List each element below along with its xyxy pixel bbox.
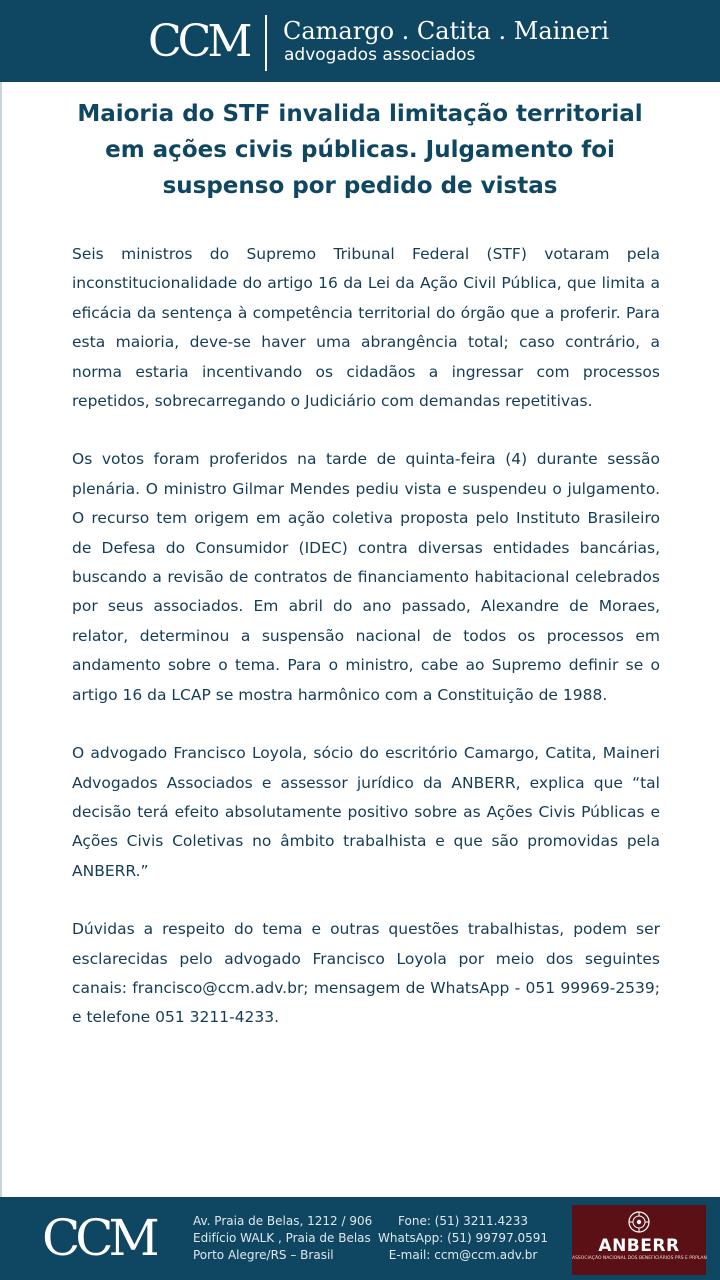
header-divider — [265, 15, 267, 71]
paragraph-1: Seis ministros do Supremo Tribunal Federal (STF) votaram pela inconstitucionalidade do artigo 16 da Lei da Ação Civil Pública, que limita a eficácia da sentença à competência territorial do órgão que a proferir. Para esta maioria, deve-se haver uma abrangência total; caso contrário, a norma estaria incentivando os cidadãos a ingressar com processos repetidos, sobrecarregando o Judiciário com demandas repetitivas. — [72, 245, 660, 411]
address-line: Porto Alegre/RS – Brasil — [193, 1248, 334, 1262]
anberr-name: ANBERR — [598, 1236, 680, 1256]
header-banner — [0, 0, 720, 82]
article-title: Maioria do STF invalida limitação territorial em ações civis públicas. Julgamento foi suspenso por pedido de vistas — [77, 101, 643, 199]
anberr-subtitle: ASSOCIAÇÃO NACIONAL DOS BENEFICIÁRIOS PRS E PRPLAN — [572, 1256, 707, 1261]
ccm-logo: CCM — [148, 16, 249, 67]
left-border — [0, 82, 2, 1197]
firm-name: Camargo . Catita . Maineri — [283, 17, 610, 45]
contact-email: E-mail: ccm@ccm.adv.br — [388, 1248, 538, 1262]
article-body — [72, 240, 660, 1062]
footer-banner — [0, 1197, 720, 1280]
paragraph-2: Os votos foram proferidos na tarde de quinta-feira (4) durante sessão plenária. O ministro Gilmar Mendes pediu vista e suspendeu o julgamento. O recurso tem origem em ação coletiva proposta pelo Instituto Brasileiro de Defesa do Consumidor (IDEC) contra diversas entidades bancárias, buscando a revisão de contratos de financiamento habitacional celebrados por seus associados. Em abril do ano passado, Alexandre de Moraes, relator, determinou a suspensão nacional de todos os processos em andamento sobre o tema. Para o ministro, cabe ao Supremo definir se o artigo 16 da LCAP se mostra harmônico com a Constituição de 1988. — [72, 450, 660, 704]
footer-ccm-logo: CCM — [42, 1209, 155, 1267]
anberr-emblem-icon — [628, 1211, 650, 1233]
address-line: Edifício WALK , Praia de Belas — [193, 1231, 371, 1245]
firm-tagline: advogados associados — [284, 45, 476, 65]
anberr-badge — [572, 1205, 706, 1275]
address-line: Av. Praia de Belas, 1212 / 906 — [193, 1214, 373, 1228]
contact-whatsapp: WhatsApp: (51) 99797.0591 — [378, 1231, 549, 1245]
contact-phone: Fone: (51) 3211.4233 — [398, 1214, 529, 1228]
paragraph-4: Dúvidas a respeito do tema e outras questões trabalhistas, podem ser esclarecidas pelo advogado Francisco Loyola por meio dos seguintes canais: francisco@ccm.adv.br; mensagem de WhatsApp - 051 99969-2539; e telefone 051 3211-4233. — [72, 920, 660, 1027]
paragraph-3: O advogado Francisco Loyola, sócio do escritório Camargo, Catita, Maineri Advogados Associados e assessor jurídico da ANBERR, explica que “tal decisão terá efeito absolutamente positivo sobre as Ações Civis Públicas e Ações Civis Coletivas no âmbito trabalhista e que são promovidas pela ANBERR.” — [72, 744, 660, 880]
footer-contact — [378, 1213, 548, 1264]
footer-address — [193, 1213, 372, 1264]
